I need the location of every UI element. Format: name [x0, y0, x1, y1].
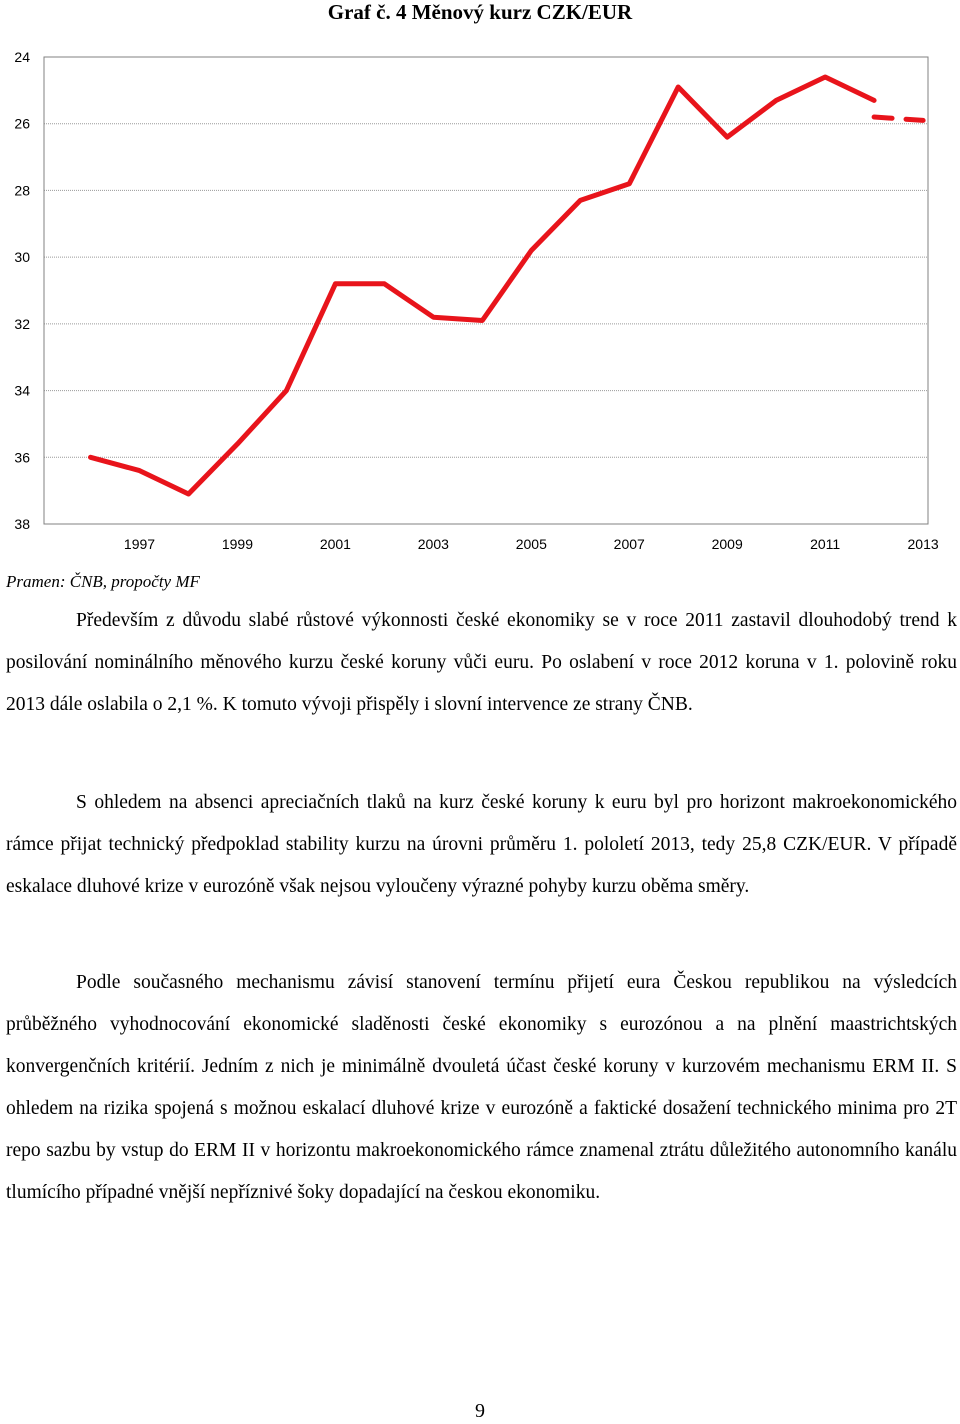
x-axis-ticks	[124, 536, 939, 552]
x-tick-label: 2009	[711, 536, 743, 552]
y-axis-ticks	[14, 49, 30, 532]
x-tick-label: 2001	[319, 536, 351, 552]
series	[91, 77, 924, 494]
series-line-czk-eur	[91, 77, 875, 494]
x-tick-label: 2003	[417, 536, 449, 552]
x-tick-label: 2013	[907, 536, 939, 552]
plot-frame	[44, 57, 928, 524]
paragraph-1: Především z důvodu slabé růstové výkonnosti české ekonomiky se v roce 2011 zastavil dlouhodobý trend k posilování nominálního měnového kurzu české koruny vůči euru. Po oslabení v roce 2012 koruna v 1. polovině roku 2013 dále oslabila o 2,1 %. K tomuto vývoji přispěly i slovní intervence ze strany ČNB.	[6, 610, 957, 715]
y-tick-label: 34	[14, 382, 30, 399]
y-tick-label: 32	[14, 315, 30, 332]
y-tick-label: 24	[14, 49, 30, 65]
paragraph-2: S ohledem na absenci apreciačních tlaků na kurz české koruny k euru byl pro horizont makroekonomického rámce přijat technický předpoklad stability kurzu na úrovni průměru 1. pololetí 2013, tedy 25,8 CZK/EUR. V případě eskalace dluhové krize v eurozóně však nejsou vyloučeny výrazné pohyby kurzu oběma směry.	[6, 792, 957, 897]
source-note: Pramen: ČNB, propočty MF	[6, 572, 200, 591]
y-tick-label: 38	[14, 516, 30, 532]
series-line-forecast	[874, 117, 923, 120]
exchange-rate-chart	[0, 30, 960, 560]
grid	[44, 57, 928, 457]
y-tick-label: 26	[14, 115, 30, 132]
x-tick-label: 2007	[613, 536, 645, 552]
paragraph-3: Podle současného mechanismu závisí stanovení termínu přijetí eura Českou republikou na výsledcích průběžného vyhodnocování ekonomické sladěnosti české ekonomiky s eurozónou a na plnění maastrichtských konvergenčních kritérií. Jedním z nich je minimálně dvouletá účast české koruny v kurzovém mechanismu ERM II. S ohledem na rizika spojená s možnou eskalací dluhové krize v eurozóně a faktické dosažení technického minima pro 2T repo sazbu by vstup do ERM II v horizontu makroekonomického rámce znamenal ztrátu důležitého autonomního kanálu tlumícího případné vnější nepříznivé šoky dopadající na českou ekonomiku.	[6, 972, 957, 1203]
y-tick-label: 28	[14, 182, 30, 199]
chart-title: Graf č. 4 Měnový kurz CZK/EUR	[327, 0, 633, 24]
page-number: 9	[475, 1400, 485, 1422]
y-tick-label: 36	[14, 449, 30, 466]
x-tick-label: 2011	[810, 536, 841, 552]
y-tick-label: 30	[14, 249, 30, 266]
x-tick-label: 2005	[515, 536, 547, 552]
x-tick-label: 1997	[123, 536, 156, 552]
x-tick-label: 1999	[221, 536, 254, 552]
